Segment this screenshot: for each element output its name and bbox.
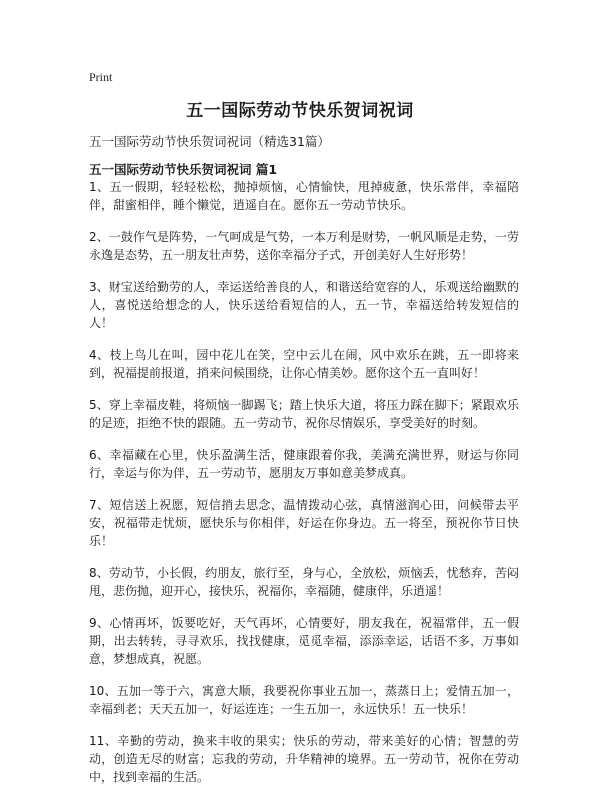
paragraph: 9、心情再坏，饭要吃好，天气再坏，心情要好，朋友我在，祝福常伴，五一假期，出去转转，寻寻欢乐，找找健康，觅觅幸福，添添幸运，话语不多，万事如意，梦想成真，祝愿。 [89,616,519,666]
document-subtitle: 五一国际劳动节快乐贺词祝词（精选31篇） [89,134,330,149]
print-link[interactable]: Print [89,70,113,84]
paragraph: 3、财宝送给勤劳的人，幸运送给善良的人，和谐送给宽容的人，乐观送给幽默的人，喜悦送给想念的人，快乐送给看短信的人，五一节，幸福送给转发短信的人！ [89,280,519,330]
paragraph: 8、劳动节，小长假，约朋友，旅行至，身与心，全放松，烦恼丢，忧愁弃，苦闷甩，悲伤抛，迎开心，接快乐，祝福你，幸福随，健康伴，乐逍遥！ [89,566,519,598]
document-body [89,178,519,800]
paragraph: 4、枝上鸟儿在叫，园中花儿在笑，空中云儿在闹，风中欢乐在跳，五一即将来到，祝福提前报道，捎来问候围绕，让你心情美妙。愿你这个五一直叫好！ [89,348,519,380]
paragraph: 7、短信送上祝愿，短信捎去思念，温情拨动心弦，真情滋润心田，问候带去平安，祝福带走忧烦，愿快乐与你相伴，好运在你身边。五一将至，预祝你节日快乐！ [89,498,519,548]
paragraph: 11、辛勤的劳动，换来丰收的果实；快乐的劳动，带来美好的心情；智慧的劳动，创造无尽的财富；忘我的劳动，升华精神的境界。五一劳动节，祝你在劳动中，找到幸福的生活。 [89,734,519,784]
paragraph: 1、五一假期，轻轻松松，抛掉烦恼，心情愉快，甩掉疲惫，快乐常伴，幸福陪伴，甜蜜相伴，睡个懒觉，逍遥自在。愿你五一劳动节快乐。 [89,180,519,212]
section-heading: 五一国际劳动节快乐贺词祝词 篇1 [89,162,278,177]
paragraph: 6、幸福藏在心里，快乐盈满生活，健康跟着你我，美满充满世界，财运与你同行，幸运与你为伴，五一劳动节，愿朋友万事如意美梦成真。 [89,448,519,480]
paragraph: 2、一鼓作气是阵势，一气呵成是气势，一本万利是财势，一帆风顺是走势，一劳永逸是态势，五一朋友壮声势，送你幸福分子式，开创美好人生好形势！ [89,230,519,262]
paragraph: 10、五加一等于六，寓意大顺，我要祝你事业五加一，蒸蒸日上；爱情五加一，幸福到老；天天五加一，好运连连；一生五加一，永远快乐！五一快乐！ [89,684,519,716]
page-title: 五一国际劳动节快乐贺词祝词 [186,101,414,121]
paragraph: 5、穿上幸福皮鞋，将烦恼一脚踢飞；踏上快乐大道，将压力踩在脚下；紧跟欢乐的足迹，拒绝不快的跟随。五一劳动节，祝你尽情娱乐，享受美好的时刻。 [89,398,519,430]
